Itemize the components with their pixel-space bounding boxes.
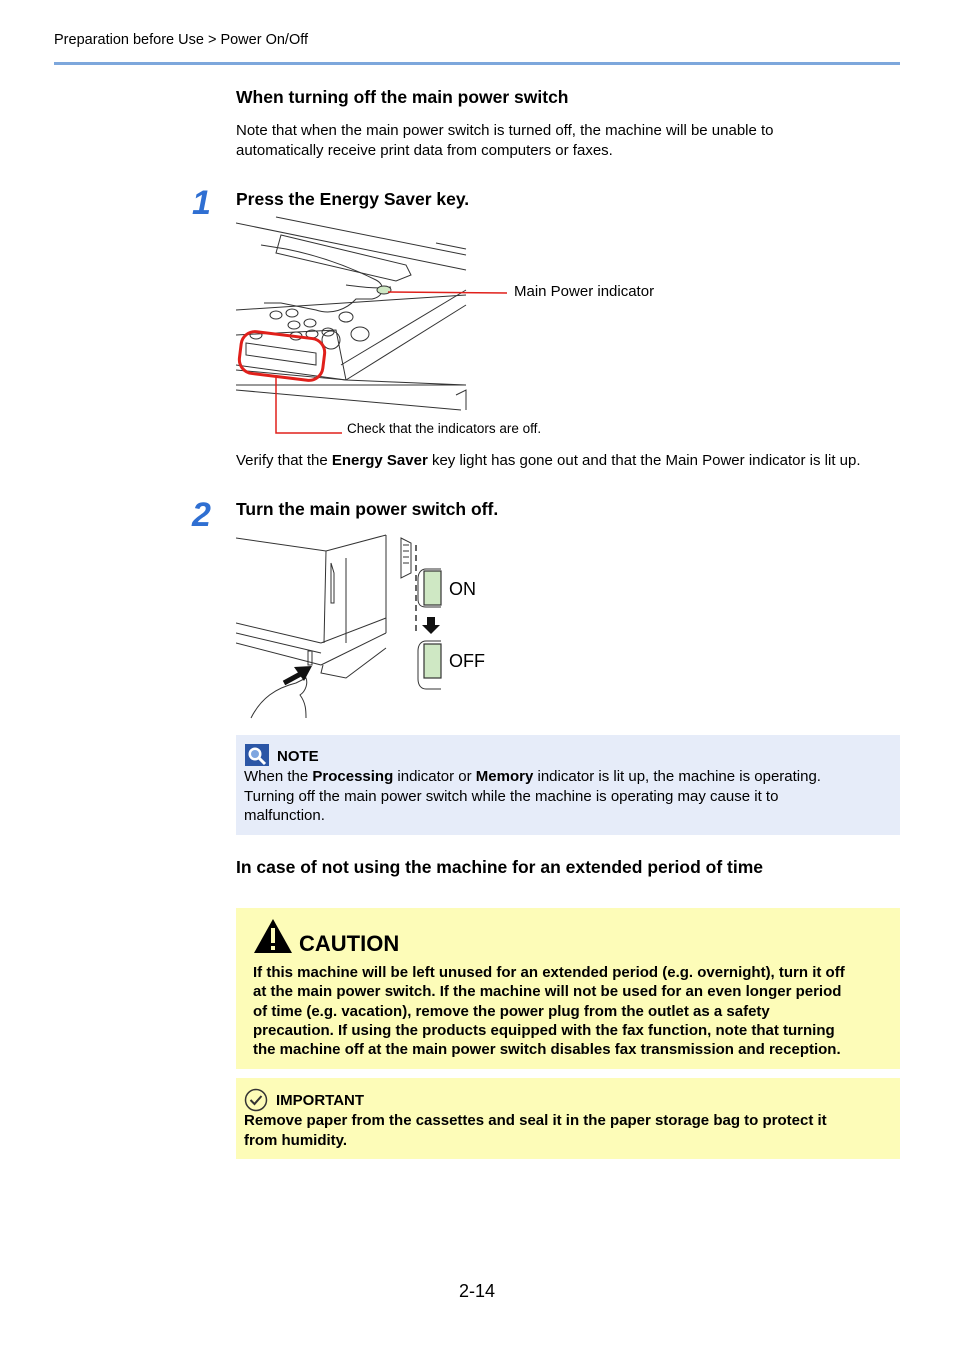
note-line-1 <box>244 767 821 787</box>
step-2-title: Turn the main power switch off. <box>236 499 499 519</box>
important-line-2: from humidity. <box>244 1132 348 1149</box>
header-rule <box>54 62 900 65</box>
note-text-2: indicator or <box>393 768 476 785</box>
note-text-3: indicator is lit up, the machine is operating. <box>533 768 821 785</box>
main-power-switch-illustration <box>236 533 496 723</box>
callout-main-power-indicator: Main Power indicator <box>514 283 655 300</box>
step-1-title: Press the Energy Saver key. <box>236 189 470 209</box>
breadcrumb: Preparation before Use > Power On/Off <box>54 32 309 48</box>
verify-text-end: key light has gone out and that the Main Power indicator is lit up. <box>427 452 861 469</box>
important-title: IMPORTANT <box>276 1092 365 1109</box>
section-title-extended-period: In case of not using the machine for an extended period of time <box>236 857 764 877</box>
important-line-1: Remove paper from the cassettes and seal it in the paper storage bag to protect it <box>244 1112 827 1129</box>
caution-line-1: If this machine will be left unused for an extended period (e.g. overnight), turn it off <box>253 964 845 981</box>
caution-title: CAUTION <box>299 931 400 956</box>
page-number: 2-14 <box>458 1281 496 1301</box>
warning-triangle-icon <box>253 918 293 954</box>
operation-panel-illustration <box>236 215 676 440</box>
caution-line-5: the machine off at the main power switch disables fax transmission and reception. <box>253 1041 841 1058</box>
intro-line-2: automatically receive print data from computers or faxes. <box>236 142 613 159</box>
caution-line-3: of time (e.g. vacation), remove the power plug from the outlet as a safety <box>253 1003 770 1020</box>
note-line-2: Turning off the main power switch while the machine is operating may cause it to <box>244 788 779 805</box>
verify-text-start: Verify that the <box>236 452 332 469</box>
switch-label-off: OFF <box>449 651 485 671</box>
note-processing: Processing <box>312 768 394 785</box>
note-line-3: malfunction. <box>244 807 325 824</box>
step-number-1: 1 <box>192 184 210 222</box>
verify-text-energy-saver: Energy Saver <box>331 452 428 469</box>
section-title-turning-off: When turning off the main power switch <box>236 87 569 107</box>
callout-check-indicators: Check that the indicators are off. <box>347 421 542 436</box>
step-number-2: 2 <box>192 496 210 534</box>
intro-line-1: Note that when the main power switch is turned off, the machine will be unable to <box>236 122 774 139</box>
caution-line-2: at the main power switch. If the machine will not be used for an even longer period <box>253 983 842 1000</box>
note-magnifier-icon <box>245 744 269 766</box>
note-title: NOTE <box>277 748 319 765</box>
note-text-1: When the <box>244 768 313 785</box>
verify-text <box>236 451 861 471</box>
caution-line-4: precaution. If using the products equipped with the fax function, note that turning <box>253 1022 835 1039</box>
check-circle-icon <box>244 1088 268 1112</box>
switch-label-on: ON <box>449 579 476 599</box>
note-memory: Memory <box>475 768 534 785</box>
